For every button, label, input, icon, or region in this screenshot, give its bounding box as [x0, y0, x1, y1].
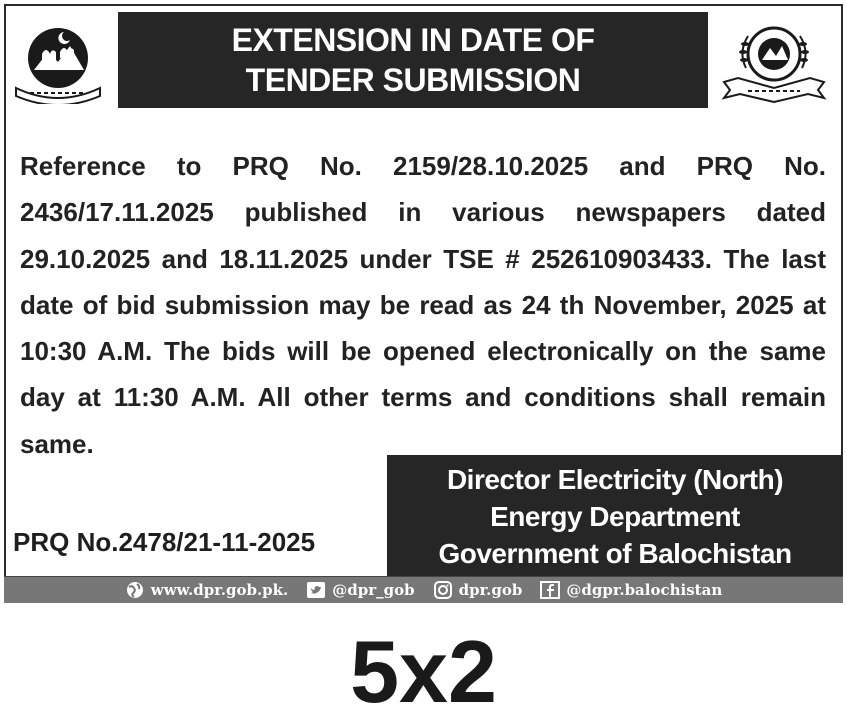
- notice-title: EXTENSION IN DATE OF TENDER SUBMISSION: [231, 22, 595, 98]
- balochistan-emblem-icon: [12, 18, 104, 104]
- footer-twitter[interactable]: [306, 581, 414, 599]
- signature-government: Government of Balochistan: [438, 538, 792, 569]
- ad-size-label: 5x2: [350, 622, 497, 721]
- footer-bar: [4, 576, 843, 603]
- footer-facebook[interactable]: [540, 581, 722, 599]
- notice-title-box: [118, 12, 708, 108]
- twitter-icon: [306, 581, 326, 599]
- instagram-icon: [433, 581, 453, 599]
- footer-instagram[interactable]: [433, 581, 523, 599]
- facebook-icon: [540, 581, 560, 599]
- signature-designation: Director Electricity (North): [446, 464, 784, 495]
- dgpr-seal-icon: [718, 18, 830, 104]
- signature-block: [387, 455, 843, 576]
- signature-department: Energy Department: [490, 501, 740, 532]
- footer-facebook-text: @dgpr.balochistan: [566, 581, 723, 599]
- footer-website-text: www.dpr.gob.pk.: [150, 581, 289, 599]
- footer-website[interactable]: [125, 581, 288, 599]
- notice-body-paragraph: Reference to PRQ No. 2159/28.10.2025 and PRQ No. 2436/17.11.2025 published in various newspapers dated 29.10.2025 and 18.11.2025 under TSE # 252610903433. The last date of bid submission may be read as 24 th November, 2025 at 10:30 A.M. The bids will be opened electronically on the same day at 11:30 A.M. All other terms and conditions shall remain same.: [20, 151, 826, 459]
- footer-twitter-text: @dpr_gob: [332, 581, 415, 599]
- prq-number: PRQ No.2478/21-11-2025: [13, 527, 316, 557]
- footer-instagram-text: dpr.gob: [458, 581, 523, 599]
- globe-icon: [125, 581, 145, 599]
